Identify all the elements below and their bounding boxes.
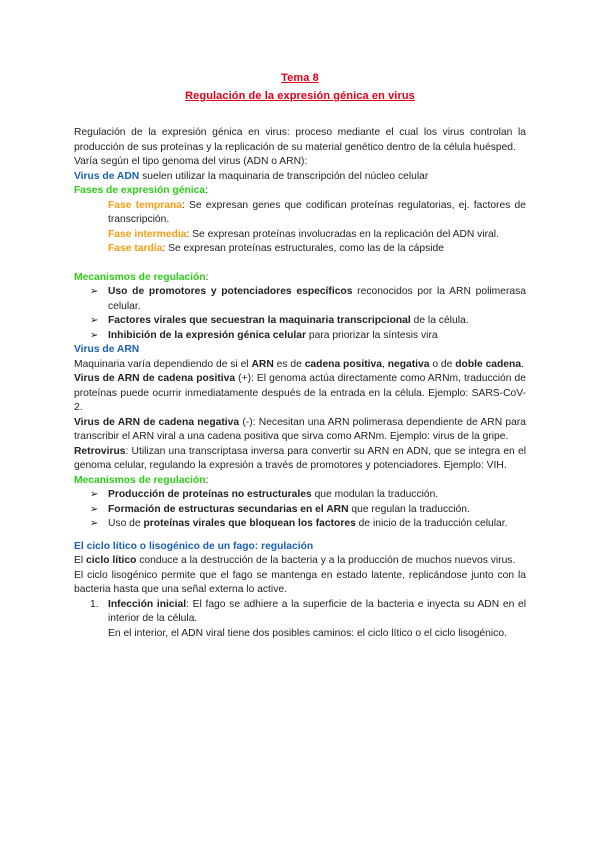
spacer bbox=[74, 532, 526, 540]
fago-litico bbox=[74, 554, 526, 569]
adn-text: suelen utilizar la maquinaria de transcripción del núcleo celular bbox=[139, 170, 429, 182]
list-item bbox=[90, 598, 526, 642]
arn-positiva bbox=[74, 372, 526, 416]
doc-subtitle: Regulación de la expresión génica en virus bbox=[185, 90, 415, 102]
retrovirus-text: : Utilizan una transcriptasa inversa para convertir su ARN en ADN, que se integra en el genoma celular, regulando la expresión a través de promotores y potenciadores. Ejemplo: VIH. bbox=[74, 445, 526, 471]
fase-text: : Se expresan proteínas involucradas en la replicación del ADN viral. bbox=[186, 228, 499, 240]
spacer bbox=[74, 257, 526, 271]
arn-heading: Virus de ARN bbox=[74, 344, 140, 355]
text-run: , bbox=[381, 358, 388, 370]
text-run-bold: ciclo lítico bbox=[86, 555, 137, 566]
item-text: de la célula. bbox=[410, 315, 469, 326]
arrow-bullet-icon: ➢ bbox=[90, 518, 99, 529]
arn-mecanismos-heading-text: Mecanismos de regulación bbox=[74, 474, 206, 486]
arrow-bullet-icon: ➢ bbox=[90, 315, 99, 326]
arrow-bullet-icon: ➢ bbox=[90, 489, 99, 500]
list-item bbox=[90, 503, 526, 518]
text-run: o de bbox=[429, 358, 456, 370]
list-item bbox=[90, 329, 526, 344]
fase-label: Fase intermedia bbox=[108, 228, 187, 240]
adn-mecanismos-heading-colon: : bbox=[205, 271, 209, 283]
text-run: El bbox=[74, 555, 87, 566]
text-run: . bbox=[521, 358, 524, 370]
item-bold: Formación de estructuras secundarias en el ARN bbox=[108, 503, 349, 515]
list-item bbox=[90, 517, 526, 532]
item-bold: Producción de proteínas no estructurales bbox=[108, 489, 312, 500]
arn-mecanismos-heading bbox=[74, 474, 526, 489]
doc-title: Tema 8 bbox=[281, 72, 319, 84]
retrovirus bbox=[74, 445, 526, 474]
item-bold: Infección inicial bbox=[108, 598, 187, 610]
fase-text: : Se expresan genes que codifican proteínas regulatorias, ej. factores de transcripción. bbox=[108, 199, 526, 225]
fases-heading bbox=[74, 184, 526, 199]
list-item bbox=[90, 314, 526, 329]
adn-intro bbox=[74, 170, 526, 185]
list-item bbox=[90, 488, 526, 503]
intro-paragraph: Regulación de la expresión génica en virus: proceso mediante el cual los virus controlan la producción de sus proteínas y la replicación de su material genético dentro de la célula huésped. bbox=[74, 127, 526, 153]
retrovirus-label: Retrovirus bbox=[74, 445, 126, 457]
arn-intro bbox=[74, 358, 526, 373]
arn-positiva-label: Virus de ARN de cadena positiva bbox=[74, 373, 236, 384]
fago-lisogenico: El ciclo lisogénico permite que el fago se mantenga en estado latente, replicándose junto con la bacteria hasta que una señal externa lo active. bbox=[74, 569, 526, 595]
item-text: para priorizar la síntesis vira bbox=[306, 329, 438, 341]
fase-text: : Se expresan proteínas estructurales, como las de la cápside bbox=[162, 243, 444, 254]
arn-positiva-text: (+): El genoma actúa directamente como ARNm, traducción de proteínas puede ocurrir inmediatamente después de la entrada en la célula. Ejemplo: SARS-CoV-2. bbox=[74, 373, 526, 413]
adn-mecanismos-heading-text: Mecanismos de regulación bbox=[74, 271, 206, 283]
item-text: que regulan la traducción. bbox=[348, 503, 470, 515]
arn-mecanismos-heading-colon: : bbox=[205, 474, 209, 486]
item-text: reconocidos por la ARN polimerasa celular. bbox=[108, 286, 526, 312]
fase-label: Fase tardía bbox=[108, 243, 163, 254]
text-run-bold: negativa bbox=[387, 358, 430, 370]
item-extra: En el interior, el ADN viral tiene dos posibles caminos: el ciclo lítico o el ciclo lisogénico. bbox=[108, 627, 507, 639]
text-run-bold: ARN bbox=[251, 358, 274, 370]
intro-genome-type: Varía según el tipo genoma del virus (ADN o ARN): bbox=[74, 156, 308, 167]
fases-heading-colon: : bbox=[205, 185, 208, 196]
text-run-bold: cadena positiva bbox=[304, 358, 382, 370]
arrow-bullet-icon: ➢ bbox=[90, 286, 99, 297]
item-bold: proteínas virales que bloquean los factores bbox=[143, 518, 356, 529]
item-bold: Uso de promotores y potenciadores específicos bbox=[108, 286, 353, 297]
adn-mecanismos-heading bbox=[74, 271, 526, 286]
text-run-bold: doble cadena bbox=[455, 358, 522, 370]
text-run: es de bbox=[273, 358, 305, 370]
item-text: que modulan la traducción. bbox=[311, 489, 439, 500]
item-text: de inicio de la traducción celular. bbox=[355, 518, 508, 529]
fase-label: Fase temprana bbox=[108, 199, 182, 211]
arn-negativa-text: (-): Necesitan una ARN polimerasa dependiente de ARN para transcribir el ARN viral a una cadena positiva que sirva como ARNm. Ejemplo: virus de la gripe. bbox=[74, 416, 526, 442]
adn-mecanismos-list bbox=[74, 285, 526, 343]
fase-item bbox=[74, 228, 526, 243]
fase-item bbox=[74, 242, 526, 257]
fago-steps-list bbox=[74, 598, 526, 642]
fases-heading-text: Fases de expresión génica bbox=[74, 185, 206, 196]
item-bold: Inhibición de la expresión génica celular bbox=[108, 329, 306, 341]
item-pre: Uso de bbox=[108, 518, 144, 529]
item-bold: Factores virales que secuestran la maquinaria transcripcional bbox=[108, 315, 411, 326]
item-number: 1. bbox=[90, 598, 99, 610]
text-run: conduce a la destrucción de la bacteria y a la producción de muchos nuevos virus. bbox=[136, 555, 516, 566]
arrow-bullet-icon: ➢ bbox=[90, 503, 99, 515]
arn-negativa bbox=[74, 416, 526, 445]
arn-mecanismos-list bbox=[74, 488, 526, 532]
arn-negativa-label: Virus de ARN de cadena negativa bbox=[74, 416, 240, 428]
fase-item bbox=[74, 199, 526, 228]
list-item bbox=[90, 285, 526, 314]
fago-heading: El ciclo lítico o lisogénico de un fago: regulación bbox=[74, 540, 314, 552]
item-text: : El fago se adhiere a la superficie de la bacteria e inyecta su ADN en el interior de la célula. bbox=[108, 598, 526, 624]
adn-label: Virus de ADN bbox=[74, 170, 140, 182]
arrow-bullet-icon: ➢ bbox=[90, 329, 99, 341]
text-run: Maquinaria varía dependiendo de si el bbox=[74, 358, 252, 370]
document-body bbox=[74, 126, 526, 641]
